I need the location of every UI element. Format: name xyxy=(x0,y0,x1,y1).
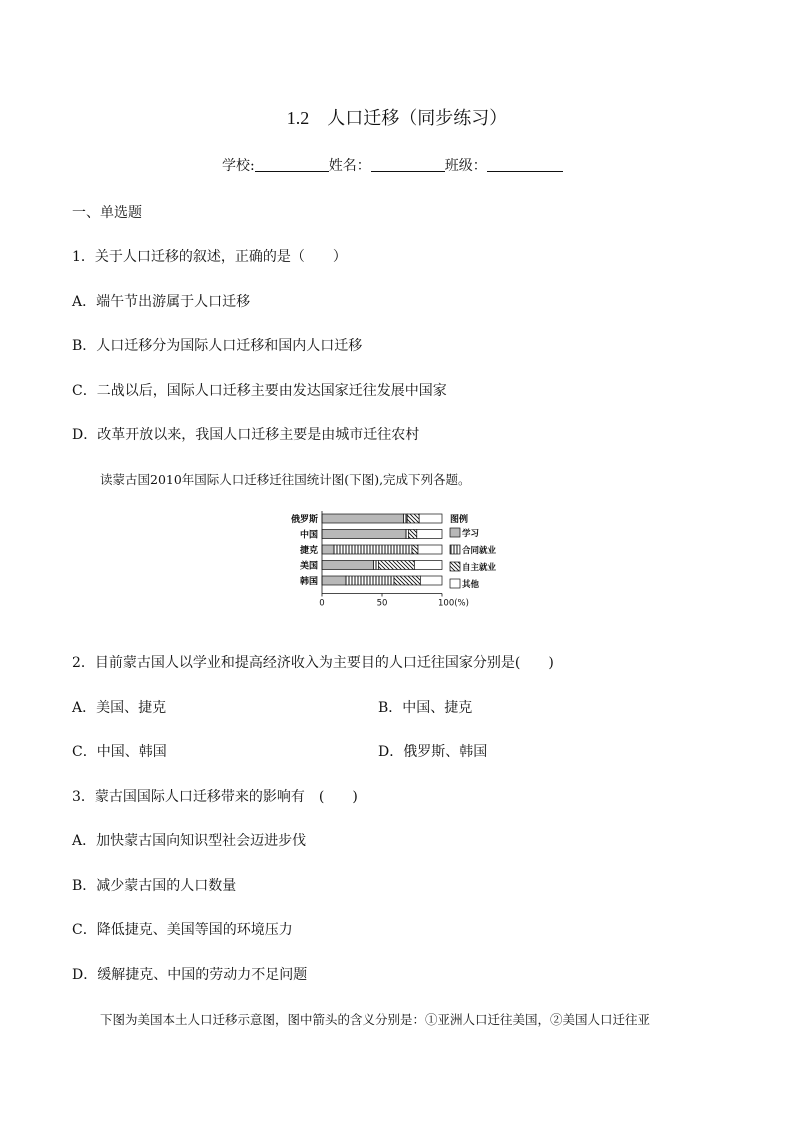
bar-segment xyxy=(334,545,412,554)
q1-stem: 1．关于人口迁移的叙述，正确的是（ ） xyxy=(72,249,347,265)
bar-segment xyxy=(374,561,379,570)
bar-segment xyxy=(414,561,442,570)
legend-label: 自主就业 xyxy=(462,563,497,573)
bar-segment xyxy=(378,561,414,570)
legend-swatch xyxy=(450,562,460,571)
bar-segment xyxy=(418,545,442,554)
bar-segment xyxy=(420,576,442,585)
bar-segment xyxy=(406,530,408,539)
q2-option-b[interactable]: B．中国、捷克 xyxy=(378,700,473,716)
bar-segment xyxy=(417,530,442,539)
legend-swatch xyxy=(450,579,460,588)
q2-stem: 2．目前蒙古国人以学业和提高经济收入为主要目的人口迁往国家分别是( ) xyxy=(72,655,554,671)
bar-segment xyxy=(408,530,416,539)
legend-label: 合同就业 xyxy=(462,546,497,556)
class-label: 班级： xyxy=(444,158,487,174)
class-blank[interactable] xyxy=(487,157,563,172)
q2-option-a[interactable]: A．美国、捷克 xyxy=(72,700,167,716)
q3-option-b[interactable]: B．减少蒙古国的人口数量 xyxy=(72,878,237,894)
legend-label: 学习 xyxy=(462,529,480,539)
legend-label: 其他 xyxy=(462,580,480,590)
school-label: 学校: xyxy=(222,158,255,174)
bar-segment xyxy=(322,530,406,539)
q1-option-d[interactable]: D．改革开放以来，我国人口迁移主要是由城市迁往农村 xyxy=(72,427,420,443)
x-tick-label: 50 xyxy=(376,598,388,609)
legend-swatch xyxy=(450,528,460,537)
bar-segment xyxy=(404,514,408,523)
bar-segment xyxy=(322,545,334,554)
x-tick-label: 100(%) xyxy=(438,598,469,609)
q2-option-c[interactable]: C．中国、韩国 xyxy=(72,744,167,760)
category-label: 俄罗斯 xyxy=(290,515,318,525)
student-info-line xyxy=(222,155,563,175)
q2-option-d[interactable]: D．俄罗斯、韩国 xyxy=(378,744,488,760)
bar-segment xyxy=(419,514,442,523)
q1-option-b[interactable]: B．人口迁移分为国际人口迁移和国内人口迁移 xyxy=(72,338,363,354)
x-tick-label: 0 xyxy=(319,598,325,609)
bar-segment xyxy=(322,561,374,570)
q1-option-c[interactable]: C．二战以后，国际人口迁移主要由发达国家迁往发展中国家 xyxy=(72,383,447,399)
q3-option-c[interactable]: C．降低捷克、美国等国的环境压力 xyxy=(72,922,293,938)
category-label: 美国 xyxy=(299,561,318,572)
page-title xyxy=(0,104,794,130)
bar-segment xyxy=(412,545,418,554)
migration-chart xyxy=(270,506,540,628)
q3-option-d[interactable]: D．缓解捷克、中国的劳动力不足问题 xyxy=(72,967,308,983)
bar-segment xyxy=(394,576,420,585)
category-label: 捷克 xyxy=(299,546,318,556)
title-number: 1.2 xyxy=(286,108,310,128)
bar-segment xyxy=(322,576,346,585)
title-text: 人口迁移（同步练习） xyxy=(327,108,508,129)
category-label: 韩国 xyxy=(299,577,318,587)
legend-swatch xyxy=(450,545,460,554)
q3-option-a[interactable]: A．加快蒙古国向知识型社会迈进步伐 xyxy=(72,833,307,849)
school-blank[interactable] xyxy=(255,157,329,172)
section-heading: 一、单选题 xyxy=(72,205,142,221)
bar-segment xyxy=(407,514,419,523)
legend-title: 图例 xyxy=(450,515,469,525)
bar-segment xyxy=(322,514,404,523)
name-label: 姓名： xyxy=(328,158,371,174)
name-blank[interactable] xyxy=(371,157,445,172)
chart-intro-text: 读蒙古国2010年国际人口迁移迁往国统计图(下图),完成下列各题。 xyxy=(100,472,471,487)
category-label: 中国 xyxy=(299,530,318,541)
q3-stem: 3．蒙古国国际人口迁移带来的影响有 ( ) xyxy=(72,789,358,805)
q1-option-a[interactable]: A．端午节出游属于人口迁移 xyxy=(72,294,251,310)
map-intro-text: 下图为美国本土人口迁移示意图，图中箭头的含义分别是：①亚洲人口迁往美国，②美国人口迁往亚 xyxy=(100,1012,651,1027)
bar-segment xyxy=(346,576,394,585)
